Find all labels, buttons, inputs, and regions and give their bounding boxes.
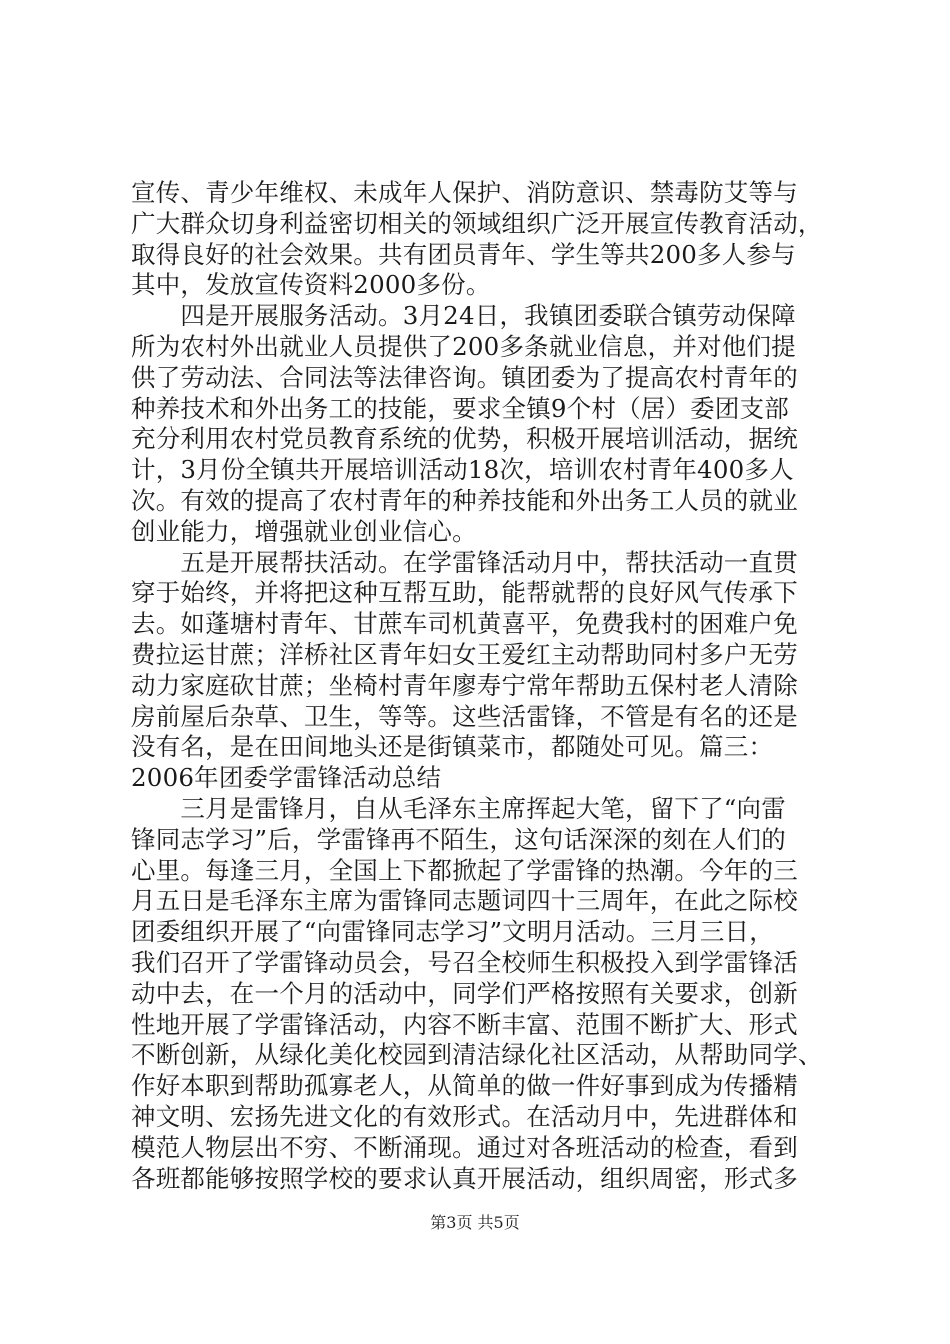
text-line: 各班都能够按照学校的要求认真开展活动，组织周密，形式多 bbox=[131, 1163, 798, 1193]
text-line: 动中去，在一个月的活动中，同学们严格按照有关要求，创新 bbox=[131, 978, 798, 1008]
text-line: 充分利用农村党员教育系统的优势，积极开展培训活动，据统 bbox=[131, 424, 798, 454]
text-line: 房前屋后杂草、卫生，等等。这些活雷锋，不管是有名的还是 bbox=[131, 701, 798, 731]
page-footer bbox=[0, 1213, 950, 1233]
text-line: 2006年团委学雷锋活动总结 bbox=[131, 763, 442, 793]
text-line: 三月是雷锋月，自从毛泽东主席挥起大笔，留下了“向雷 bbox=[131, 793, 786, 823]
text-line: 神文明、宏扬先进文化的有效形式。在活动月中，先进群体和 bbox=[131, 1101, 798, 1131]
text-line: 计，3月份全镇共开展培训活动18次，培训农村青年400多人 bbox=[131, 455, 794, 485]
text-line: 穿于始终，并将把这种互帮互助，能帮就帮的良好风气传承下 bbox=[131, 578, 798, 608]
text-line: 四是开展服务活动。3月24日，我镇团委联合镇劳动保障 bbox=[131, 301, 796, 331]
body-text bbox=[131, 178, 831, 1194]
text-line: 模范人物层出不穷、不断涌现。通过对各班活动的检查，看到 bbox=[131, 1132, 798, 1162]
text-line: 心里。每逢三月，全国上下都掀起了学雷锋的热潮。今年的三 bbox=[131, 855, 798, 885]
text-line: 五是开展帮扶活动。在学雷锋活动月中，帮扶活动一直贯 bbox=[131, 547, 798, 577]
text-line: 没有名，是在田间地头还是街镇菜市，都随处可见。篇三： bbox=[131, 732, 774, 762]
text-line: 所为农村外出就业人员提供了200多条就业信息，并对他们提 bbox=[131, 331, 796, 361]
text-line: 我们召开了学雷锋动员会，号召全校师生积极投入到学雷锋活 bbox=[131, 947, 798, 977]
text-line: 取得良好的社会效果。共有团员青年、学生等共200多人参与 bbox=[131, 239, 796, 269]
text-line: 次。有效的提高了农村青年的种养技能和外出务工人员的就业 bbox=[131, 485, 798, 515]
text-line: 其中，发放宣传资料2000多份。 bbox=[131, 270, 491, 300]
text-line: 种养技术和外出务工的技能，要求全镇9个村（居）委团支部 bbox=[131, 393, 789, 423]
text-line: 费拉运甘蔗；洋桥社区青年妇女王爱红主动帮助同村多户无劳 bbox=[131, 639, 798, 669]
text-line: 不断创新，从绿化美化校园到清洁绿化社区活动，从帮助同学、 bbox=[131, 1040, 823, 1070]
text-line: 月五日是毛泽东主席为雷锋同志题词四十三周年，在此之际校 bbox=[131, 886, 798, 916]
text-line: 动力家庭砍甘蔗；坐椅村青年廖寿宁常年帮助五保村老人清除 bbox=[131, 670, 798, 700]
text-line: 宣传、青少年维权、未成年人保护、消防意识、禁毒防艾等与 bbox=[131, 178, 798, 207]
text-line: 供了劳动法、合同法等法律咨询。镇团委为了提高农村青年的 bbox=[131, 362, 798, 392]
page-number: 第3页 共5页 bbox=[430, 1213, 520, 1232]
text-line: 性地开展了学雷锋活动，内容不断丰富、范围不断扩大、形式 bbox=[131, 1009, 798, 1039]
text-line: 去。如蓬塘村青年、甘蔗车司机黄喜平，免费我村的困难户免 bbox=[131, 609, 798, 639]
text-line: 锋同志学习”后，学雷锋再不陌生，这句话深深的刻在人们的 bbox=[131, 824, 786, 854]
text-line: 团委组织开展了“向雷锋同志学习”文明月活动。三月三日， bbox=[131, 917, 774, 947]
text-line: 广大群众切身利益密切相关的领域组织广泛开展宣传教育活动， bbox=[131, 208, 823, 238]
text-line: 创业能力，增强就业创业信心。 bbox=[131, 516, 477, 546]
text-line: 作好本职到帮助孤寡老人，从简单的做一件好事到成为传播精 bbox=[131, 1071, 798, 1101]
